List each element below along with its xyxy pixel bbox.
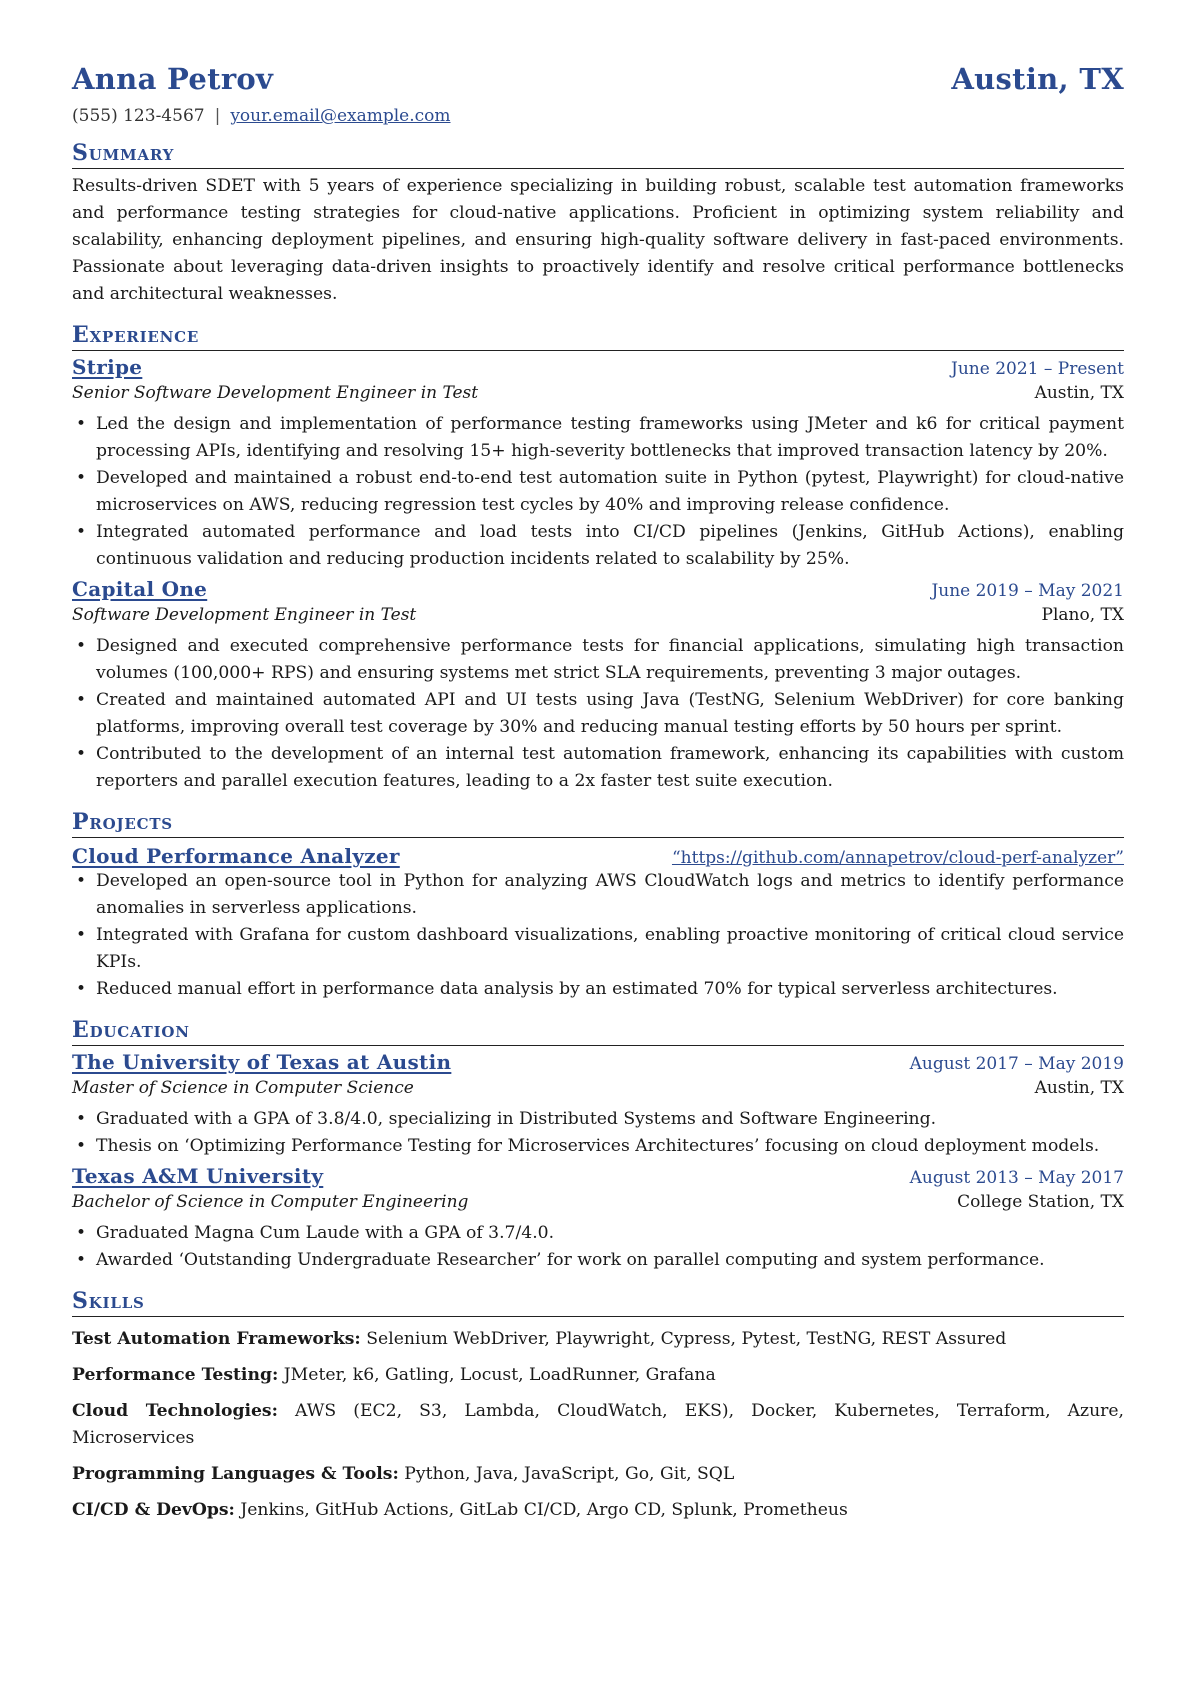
skill-line <box>72 1362 1124 1389</box>
education-entry <box>72 1050 1124 1160</box>
section-title-summary: Summary <box>72 138 1124 169</box>
bullet-item: • Graduated Magna Cum Laude with a GPA of 3.7/4.0. <box>72 1220 1124 1247</box>
skill-line <box>72 1326 1124 1353</box>
experience-entry <box>72 577 1124 795</box>
company-name[interactable]: Capital One <box>72 577 208 601</box>
skill-label: Test Automation Frameworks: <box>72 1329 361 1349</box>
bullet-item: • Integrated automated performance and load tests into CI/CD pipelines (Jenkins, GitHub Actions), enabling continuous validation and reducing production incidents related to scalability by 25%. <box>72 519 1124 573</box>
bullet-list <box>72 1220 1124 1274</box>
project-name[interactable]: Cloud Performance Analyzer <box>72 844 400 868</box>
contact-line <box>72 106 1124 126</box>
school-name[interactable]: Texas A&M University <box>72 1164 324 1188</box>
entry-location: College Station, TX <box>957 1192 1124 1212</box>
entry-dates: June 2019 – May 2021 <box>931 581 1124 601</box>
experience-entry <box>72 355 1124 573</box>
project-link[interactable]: “https://github.com/annapetrov/cloud-perf-analyzer” <box>671 848 1124 868</box>
resume-header <box>72 0 1124 96</box>
bullet-list <box>72 411 1124 573</box>
degree-name: Master of Science in Computer Science <box>72 1078 414 1098</box>
phone-number: (555) 123-4567 <box>72 106 205 126</box>
skill-line <box>72 1398 1124 1452</box>
degree-name: Bachelor of Science in Computer Engineering <box>72 1192 469 1212</box>
skill-line <box>72 1461 1124 1488</box>
entry-dates: June 2021 – Present <box>951 359 1124 379</box>
skill-value: Selenium WebDriver, Playwright, Cypress, Pytest, TestNG, REST Assured <box>360 1329 1007 1349</box>
skill-label: CI/CD & DevOps: <box>72 1500 235 1520</box>
company-name[interactable]: Stripe <box>72 355 143 379</box>
bullet-item: • Created and maintained automated API and UI tests using Java (TestNG, Selenium WebDriver) for core banking platforms, improving overall test coverage by 30% and reducing manual testing efforts by 50 hours per sprint. <box>72 687 1124 741</box>
entry-dates: August 2013 – May 2017 <box>909 1168 1124 1188</box>
skill-value: JMeter, k6, Gatling, Locust, LoadRunner, Grafana <box>278 1365 716 1385</box>
bullet-item: • Thesis on ‘Optimizing Performance Testing for Microservices Architectures’ focusing on cloud deployment models. <box>72 1133 1124 1160</box>
project-entry <box>72 844 1124 1003</box>
bullet-item: • Developed an open-source tool in Python for analyzing AWS CloudWatch logs and metrics to identify performance anomalies in serverless applications. <box>72 868 1124 922</box>
entry-location: Austin, TX <box>1034 383 1124 403</box>
entry-location: Austin, TX <box>1034 1078 1124 1098</box>
job-title: Software Development Engineer in Test <box>72 605 417 625</box>
skill-label: Performance Testing: <box>72 1365 279 1385</box>
bullet-item: • Integrated with Grafana for custom dashboard visualizations, enabling proactive monitoring of critical cloud service KPIs. <box>72 922 1124 976</box>
bullet-item: • Developed and maintained a robust end-to-end test automation suite in Python (pytest, Playwright) for cloud-native microservices on AWS, reducing regression test cycles by 40% and improving release confidence. <box>72 465 1124 519</box>
bullet-list <box>72 633 1124 795</box>
bullet-list <box>72 1106 1124 1160</box>
skill-value: AWS (EC2, S3, Lambda, CloudWatch, EKS), Docker, Kubernetes, Terraform, Azure, Microservices <box>72 1401 1125 1448</box>
entry-location: Plano, TX <box>1041 605 1124 625</box>
bullet-item: • Awarded ‘Outstanding Undergraduate Researcher’ for work on parallel computing and system performance. <box>72 1247 1124 1274</box>
skill-label: Cloud Technologies: <box>72 1401 278 1421</box>
bullet-item: • Graduated with a GPA of 3.8/4.0, specializing in Distributed Systems and Software Engineering. <box>72 1106 1124 1133</box>
bullet-item: • Contributed to the development of an internal test automation framework, enhancing its capabilities with custom reporters and parallel execution features, leading to a 2x faster test suite execution. <box>72 741 1124 795</box>
skill-label: Programming Languages & Tools: <box>72 1464 399 1484</box>
bullet-item: • Designed and executed comprehensive performance tests for financial applications, simulating high transaction volumes (100,000+ RPS) and ensuring systems met strict SLA requirements, preventing 3 major outages. <box>72 633 1124 687</box>
skill-value: Jenkins, GitHub Actions, GitLab CI/CD, Argo CD, Splunk, Prometheus <box>234 1500 848 1520</box>
section-title-projects: Projects <box>72 807 1124 838</box>
education-entry <box>72 1164 1124 1274</box>
section-title-skills: Skills <box>72 1286 1124 1317</box>
section-title-experience: Experience <box>72 320 1124 351</box>
header-location: Austin, TX <box>951 62 1124 96</box>
bullet-item: • Reduced manual effort in performance data analysis by an estimated 70% for typical serverless architectures. <box>72 976 1124 1003</box>
bullet-item: • Led the design and implementation of performance testing frameworks using JMeter and k6 for critical payment processing APIs, identifying and resolving 15+ high-severity bottlenecks that improved transaction latency by 20%. <box>72 411 1124 465</box>
job-title: Senior Software Development Engineer in Test <box>72 383 479 403</box>
section-title-education: Education <box>72 1015 1124 1046</box>
entry-dates: August 2017 – May 2019 <box>909 1054 1124 1074</box>
candidate-name: Anna Petrov <box>72 62 274 96</box>
email-link[interactable]: your.email@example.com <box>230 106 451 126</box>
skill-value: Python, Java, JavaScript, Go, Git, SQL <box>398 1464 735 1484</box>
contact-separator: | <box>214 106 221 126</box>
bullet-list <box>72 868 1124 1003</box>
skill-line <box>72 1497 1124 1524</box>
school-name[interactable]: The University of Texas at Austin <box>72 1050 452 1074</box>
summary-text: Results-driven SDET with 5 years of experience specializing in building robust, scalable test automation frameworks and performance testing strategies for cloud-native applications. Proficient in optimizing system reliability and scalability, enhancing deployment pipelines, and ensuring high-quality software delivery in fast-paced environments. Passionate about leveraging data-driven insights to proactively identify and resolve critical performance bottlenecks and architectural weaknesses. <box>72 176 1124 304</box>
